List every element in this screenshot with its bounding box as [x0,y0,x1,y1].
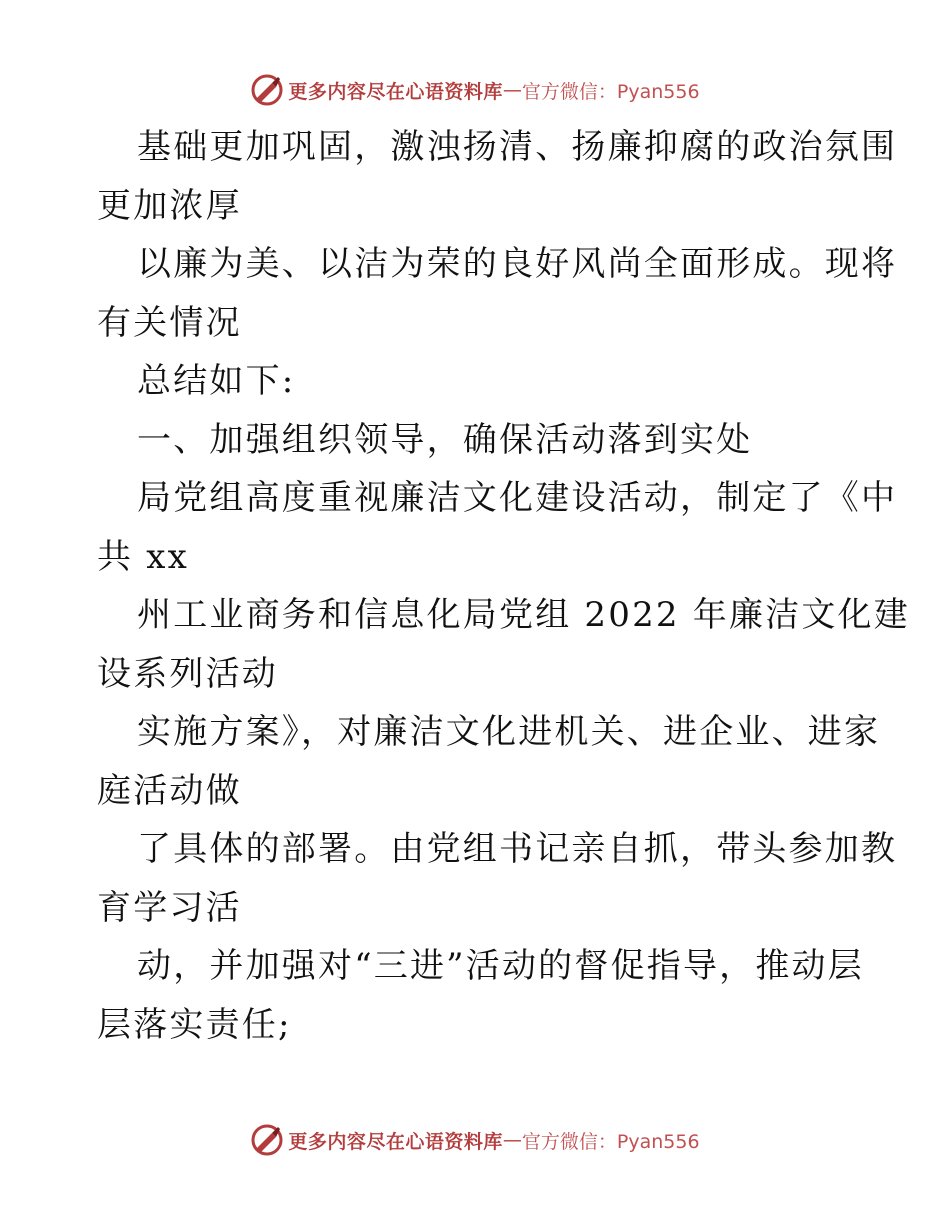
banner-brand-text: 更多内容尽在心语资料库 [288,1130,503,1153]
body-line: 实施方案》，对廉洁文化进机关、进企业、进家 [137,712,881,752]
banner-wechat-text: 官方微信：Pyan556 [521,80,700,103]
body-line: 动，并加强对“三进”活动的督促指导，推动层 [137,946,864,986]
pen-logo-icon [250,73,284,107]
body-line: 育学习活 [97,887,242,928]
body-line: 基础更加巩固，激浊扬清、扬廉抑腐的政治氛围 [137,127,898,167]
body-line: 有关情况 [97,302,242,343]
header-banner [0,70,950,110]
body-line: 以廉为美、以洁为荣的良好风尚全面形成。现将 [137,244,898,284]
banner-brand-text: 更多内容尽在心语资料库 [288,80,503,103]
document-body [97,118,910,1054]
body-line: 设系列活动 [97,653,278,694]
body-line: 层落实责任; [97,1004,292,1045]
body-line: 局党组高度重视廉洁文化建设活动，制定了《中 [137,478,898,518]
banner-separator: — [502,79,522,101]
body-line: 了具体的部署。由党组书记亲自抓，带头参加教 [137,829,898,869]
footer-banner [0,1120,950,1160]
banner-wechat-text: 官方微信：Pyan556 [521,1130,700,1153]
body-line: 总结如下: [137,361,296,401]
body-line: 共 xx [97,536,189,577]
body-line: 更加浓厚 [97,185,242,226]
banner-separator: — [502,1129,522,1151]
body-line: 州工业商务和信息化局党组 2022 年廉洁文化建 [137,595,910,635]
body-line: 庭活动做 [97,770,242,811]
section-heading: 一、加强组织领导，确保活动落到实处 [137,419,753,460]
pen-logo-icon [250,1123,284,1157]
